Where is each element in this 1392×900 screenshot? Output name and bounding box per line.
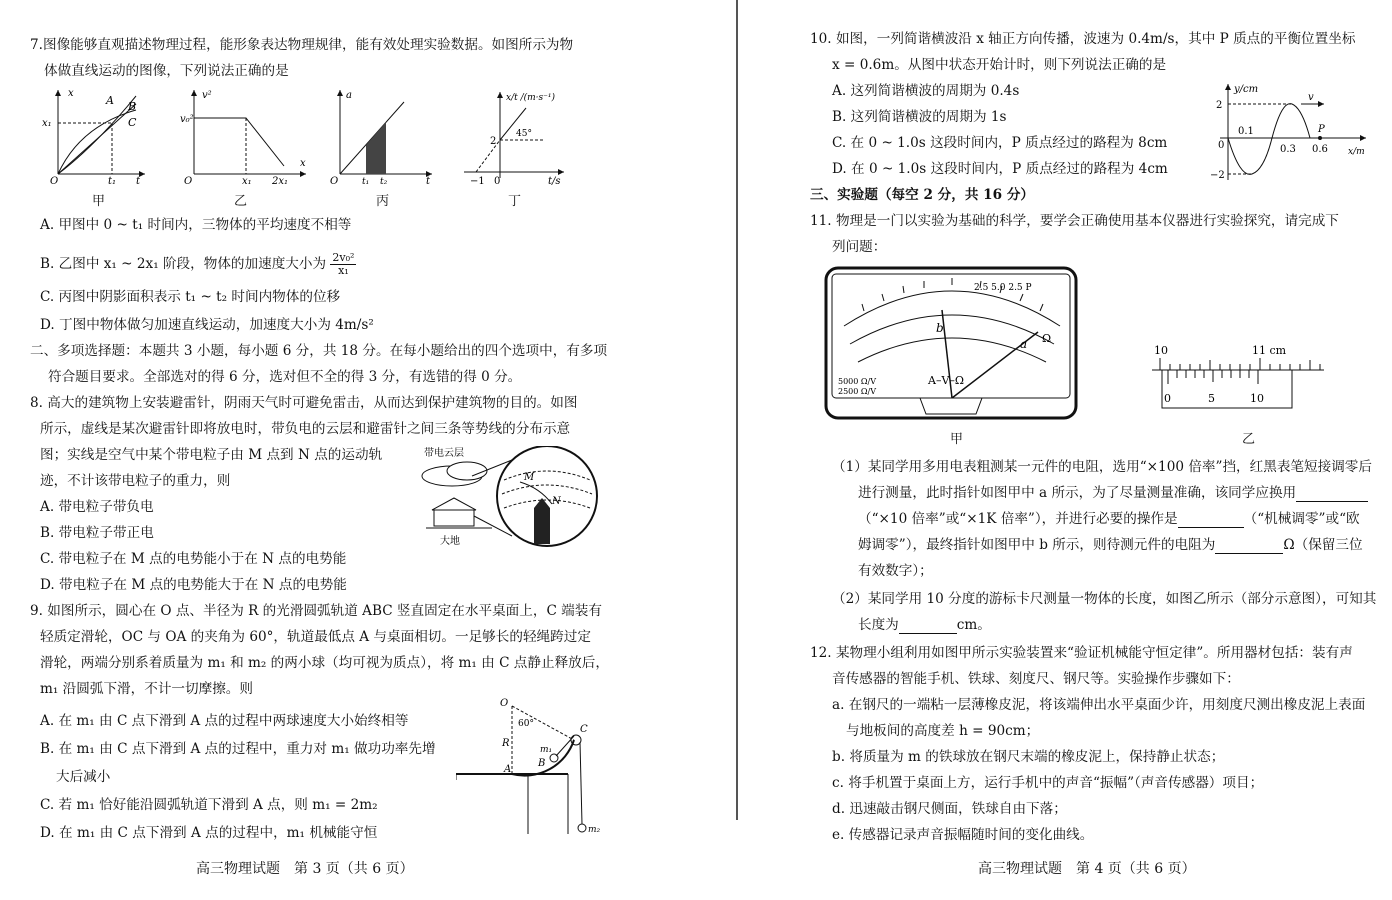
q10-option-d: D. 在 0 ~ 1.0s 这段时间内，P 质点经过的路程为 4cm <box>832 161 1168 177</box>
svg-text:x/t /(m·s⁻¹): x/t /(m·s⁻¹) <box>506 93 556 103</box>
svg-text:a: a <box>1020 337 1028 351</box>
q11-stem-line1: 11. 物理是一门以实验为基础的科学，要学会正确使用基本仪器进行实验探究，请完成下 <box>810 213 1339 229</box>
q12-step-a-line2: 与地板间的高度差 h = 90cm； <box>846 723 1040 739</box>
q9-option-d: D. 在 m₁ 由 C 点下滑到 A 点的过程中，m₁ 机械能守恒 <box>40 825 378 841</box>
q7-stem-line2: 体做直线运动的图像，下列说法正确的是 <box>44 63 289 79</box>
q12-step-a-line1: a. 在钢尺的一端粘一层薄橡皮泥，将该端伸出水平桌面少许，用刻度尺测出橡皮泥上表面 <box>832 697 1366 713</box>
q12-stem-line1: 12. 某物理小组利用如图甲所示实验装置来“验证机械能守恒定律”。所用器材包括：装有声 <box>810 645 1353 661</box>
q9-option-a: A. 在 m₁ 由 C 点下滑到 A 点的过程中两球速度大小始终相等 <box>40 713 409 729</box>
q12-step-c: c. 将手机置于桌面上方，运行手机中的声音“振幅”（声音传感器）项目； <box>832 775 1264 791</box>
svg-text:x: x <box>300 158 306 169</box>
q10-option-c: C. 在 0 ~ 1.0s 这段时间内，P 质点经过的路程为 8cm <box>832 135 1168 151</box>
svg-text:Ω: Ω <box>1042 332 1052 345</box>
q12-step-d: d. 迅速敲击钢尺侧面，铁球自由下落； <box>832 801 1067 817</box>
q9-option-b-line2: 大后减小 <box>56 769 111 785</box>
svg-text:2: 2 <box>1216 100 1223 111</box>
svg-text:t₂: t₂ <box>380 177 388 186</box>
graph-bing-caption: 丙 <box>376 194 390 209</box>
svg-text:t: t <box>426 176 431 186</box>
svg-text:v₀²: v₀² <box>180 114 194 125</box>
graph-bing <box>328 86 438 186</box>
page-divider <box>736 0 738 820</box>
q11-part1-line3: （“×10 倍率”或“×1K 倍率”），并进行必要的操作是 （“机械调零”或“欧 <box>858 511 1360 527</box>
svg-text:R: R <box>502 738 510 749</box>
section2-line2: 符合题目要求。全部选对的得 6 分，选对但不全的得 3 分，有选错的得 0 分。 <box>48 369 522 385</box>
q8-stem-line3: 图；实线是空气中某个带电粒子由 M 点到 N 点的运动轨 <box>40 447 383 463</box>
svg-text:B: B <box>128 100 137 113</box>
q7-option-b: B. 乙图中 x₁ ~ 2x₁ 阶段，物体的加速度大小为 $\frac{\text{2v₀²}}{\text{x₁}}$ <box>40 251 355 277</box>
svg-text:m₁: m₁ <box>540 745 553 755</box>
q11-part1-line2: 进行测量，此时指针如图甲中 a 所示，为了尽量测量准确，该同学应换用 <box>858 484 1368 502</box>
answer-blank-multiplier[interactable] <box>1296 487 1368 502</box>
graph-jia-caption: 甲 <box>92 194 106 209</box>
q7-stem-line1: 7.图像能够直观描述物理过程，能形象表达物理规律，能有效处理实验数据。如图所示为物 <box>30 37 574 53</box>
answer-blank-length[interactable] <box>899 619 957 634</box>
svg-text:0.6: 0.6 <box>1312 144 1328 155</box>
q9-stem-line3: 滑轮，两端分别系着质量为 m₁ 和 m₂ 的两小球（均可视为质点），将 m₁ 由 C 点静止释放后， <box>40 655 609 671</box>
multimeter-figure <box>824 266 1080 422</box>
svg-text:a: a <box>346 90 352 101</box>
graph-jia-axis: x <box>68 88 74 99</box>
svg-text:5000 Ω/V: 5000 Ω/V <box>838 377 877 386</box>
right-page <box>740 0 1392 900</box>
svg-text:O: O <box>500 698 509 709</box>
svg-text:t/s: t/s <box>548 176 561 186</box>
q7-option-b-fraction: $\frac{\text{2v₀²}}{\text{x₁}}$ <box>332 251 355 277</box>
q8-option-c: C. 带电粒子在 M 点的电势能小于在 N 点的电势能 <box>40 551 347 567</box>
svg-text:m₂: m₂ <box>588 825 601 835</box>
svg-text:M: M <box>524 472 535 483</box>
q10-option-a: A. 这列简谐横波的周期为 0.4s <box>832 83 1020 99</box>
svg-text:大地: 大地 <box>440 536 460 547</box>
q9-option-b-line1: B. 在 m₁ 由 C 点下滑到 A 点的过程中，重力对 m₁ 做功功率先增 <box>40 741 436 757</box>
right-page-footer: 高三物理试题 第 4 页（共 6 页） <box>978 861 1196 877</box>
svg-text:y/cm: y/cm <box>1234 84 1259 95</box>
section2-line1: 二、多项选择题：本题共 3 小题，每小题 6 分，共 18 分。在每小题给出的四个选项中，有多项 <box>30 343 608 359</box>
q8-lightning-figure <box>412 446 602 556</box>
svg-text:C: C <box>580 724 588 735</box>
q11-stem-line2: 列问题： <box>832 239 887 255</box>
answer-blank-resistance[interactable] <box>1215 539 1283 554</box>
multimeter-caption: 甲 <box>950 432 964 447</box>
q9-stem-line1: 9. 如图所示，圆心在 O 点、半径为 R 的光滑圆弧轨道 ABC 竖直固定在水平桌面上，C 端装有 <box>30 603 602 619</box>
q11-part1-line4: 姆调零”），最终指针如图甲中 b 所示，则待测元件的电阻为 Ω（保留三位 <box>858 537 1363 553</box>
svg-text:C: C <box>128 116 137 129</box>
svg-text:0.3: 0.3 <box>1280 144 1296 155</box>
q8-stem-line1: 8. 高大的建筑物上安装避雷针，阴雨天气时可避免雷击，从而达到保护建筑物的目的。如图 <box>30 395 578 411</box>
svg-text:A–V–Ω: A–V–Ω <box>928 374 965 387</box>
svg-text:2x₁: 2x₁ <box>272 176 289 186</box>
q10-option-b: B. 这列简谐横波的周期为 1s <box>832 109 1007 125</box>
svg-text:N: N <box>552 496 561 507</box>
svg-text:A: A <box>504 764 512 775</box>
svg-text:x₁: x₁ <box>42 118 52 129</box>
q7-option-a: A. 甲图中 0 ~ t₁ 时间内，三物体的平均速度不相等 <box>40 217 352 233</box>
svg-text:−2: −2 <box>1210 170 1225 181</box>
q7-option-d: D. 丁图中物体做匀加速直线运动，加速度大小为 4m/s² <box>40 317 374 333</box>
svg-text:b: b <box>936 321 944 335</box>
svg-text:带电云层: 带电云层 <box>424 448 464 459</box>
graph-ding-caption: 丁 <box>508 194 522 209</box>
svg-text:t₁: t₁ <box>362 177 370 186</box>
svg-text:P: P <box>1318 124 1325 135</box>
svg-text:60°: 60° <box>518 719 534 729</box>
svg-text:11 cm: 11 cm <box>1252 344 1287 357</box>
svg-text:O: O <box>50 176 59 186</box>
svg-text:2.5 5.0 2.5 P: 2.5 5.0 2.5 P <box>974 283 1032 293</box>
q10-stem-line2: x = 0.6m。从图中状态开始计时，则下列说法正确的是 <box>832 57 1167 73</box>
svg-text:0: 0 <box>1218 140 1225 151</box>
q12-step-e: e. 传感器记录声音振幅随时间的变化曲线。 <box>832 827 1094 843</box>
q8-stem-line2: 所示，虚线是某次避雷针即将放电时，带负电的云层和避雷针之间三条等势线的分布示意 <box>40 421 571 437</box>
q11-part2-line1: （2）某同学用 10 分度的游标卡尺测量一物体的长度，如图乙所示（部分示意图），可知其 <box>832 591 1377 607</box>
svg-text:t: t <box>136 176 141 186</box>
q11-part1-line5: 有效数字）； <box>858 563 933 579</box>
svg-text:O: O <box>330 176 339 186</box>
q11-part2-line2: 长度为 cm。 <box>858 617 991 633</box>
q8-option-d: D. 带电粒子在 M 点的电势能大于在 N 点的电势能 <box>40 577 347 593</box>
svg-text:t₁: t₁ <box>108 176 117 186</box>
q8-option-a: A. 带电粒子带负电 <box>40 499 154 515</box>
left-page-footer: 高三物理试题 第 3 页（共 6 页） <box>196 861 414 877</box>
q8-option-b: B. 带电粒子带正电 <box>40 525 154 541</box>
svg-text:A: A <box>106 94 114 107</box>
q10-wave-figure <box>1206 82 1370 182</box>
svg-text:2500 Ω/V: 2500 Ω/V <box>838 387 877 396</box>
answer-blank-zeroing[interactable] <box>1178 513 1244 528</box>
q9-option-c: C. 若 m₁ 恰好能沿圆弧轨道下滑到 A 点，则 m₁ = 2m₂ <box>40 797 378 813</box>
svg-text:10: 10 <box>1154 344 1168 357</box>
svg-text:45°: 45° <box>516 129 532 139</box>
svg-text:2: 2 <box>490 136 497 147</box>
q7-option-c: C. 丙图中阴影面积表示 t₁ ~ t₂ 时间内物体的位移 <box>40 289 341 305</box>
caliper-figure <box>1148 340 1328 416</box>
svg-text:0: 0 <box>494 176 501 186</box>
q11-part1-line1: （1）某同学用多用电表粗测某一元件的电阻，选用“×100 倍率”挡，红黑表笔短接调零后 <box>832 459 1372 475</box>
svg-text:O: O <box>184 176 193 186</box>
svg-text:v: v <box>1308 92 1314 103</box>
q9-track-figure <box>456 696 606 836</box>
svg-text:5: 5 <box>1208 392 1215 405</box>
svg-text:x/m: x/m <box>1348 147 1365 157</box>
svg-text:0: 0 <box>1164 392 1171 405</box>
q8-stem-line4: 迹，不计该带电粒子的重力，则 <box>40 473 231 489</box>
svg-text:v²: v² <box>202 90 212 101</box>
svg-text:x₁: x₁ <box>242 176 252 186</box>
graph-ding <box>460 86 570 186</box>
graph-jia <box>40 86 150 186</box>
svg-text:−1: −1 <box>470 176 485 186</box>
section3-title: 三、实验题（每空 2 分，共 16 分） <box>810 187 1035 203</box>
q10-stem-line1: 10. 如图，一列简谐横波沿 x 轴正方向传播，波速为 0.4m/s，其中 P 质点的平衡位置坐标 <box>810 31 1356 47</box>
graph-yi-caption: 乙 <box>234 194 248 209</box>
svg-text:B: B <box>538 758 546 769</box>
q12-stem-line2: 音传感器的智能手机、铁球、刻度尺、钢尺等。实验操作步骤如下： <box>832 671 1240 687</box>
svg-text:10: 10 <box>1250 392 1264 405</box>
caliper-caption: 乙 <box>1242 432 1256 447</box>
svg-text:0.1: 0.1 <box>1238 126 1254 137</box>
q9-stem-line4: m₁ 沿圆弧下滑，不计一切摩擦。则 <box>40 681 253 697</box>
q12-step-b: b. 将质量为 m 的铁球放在钢尺末端的橡皮泥上，保持静止状态； <box>832 749 1225 765</box>
q9-stem-line2: 轻质定滑轮，OC 与 OA 的夹角为 60°，轨道最低点 A 与桌面相切。一足够长的轻绳跨过定 <box>40 629 591 645</box>
graph-yi <box>180 86 310 186</box>
